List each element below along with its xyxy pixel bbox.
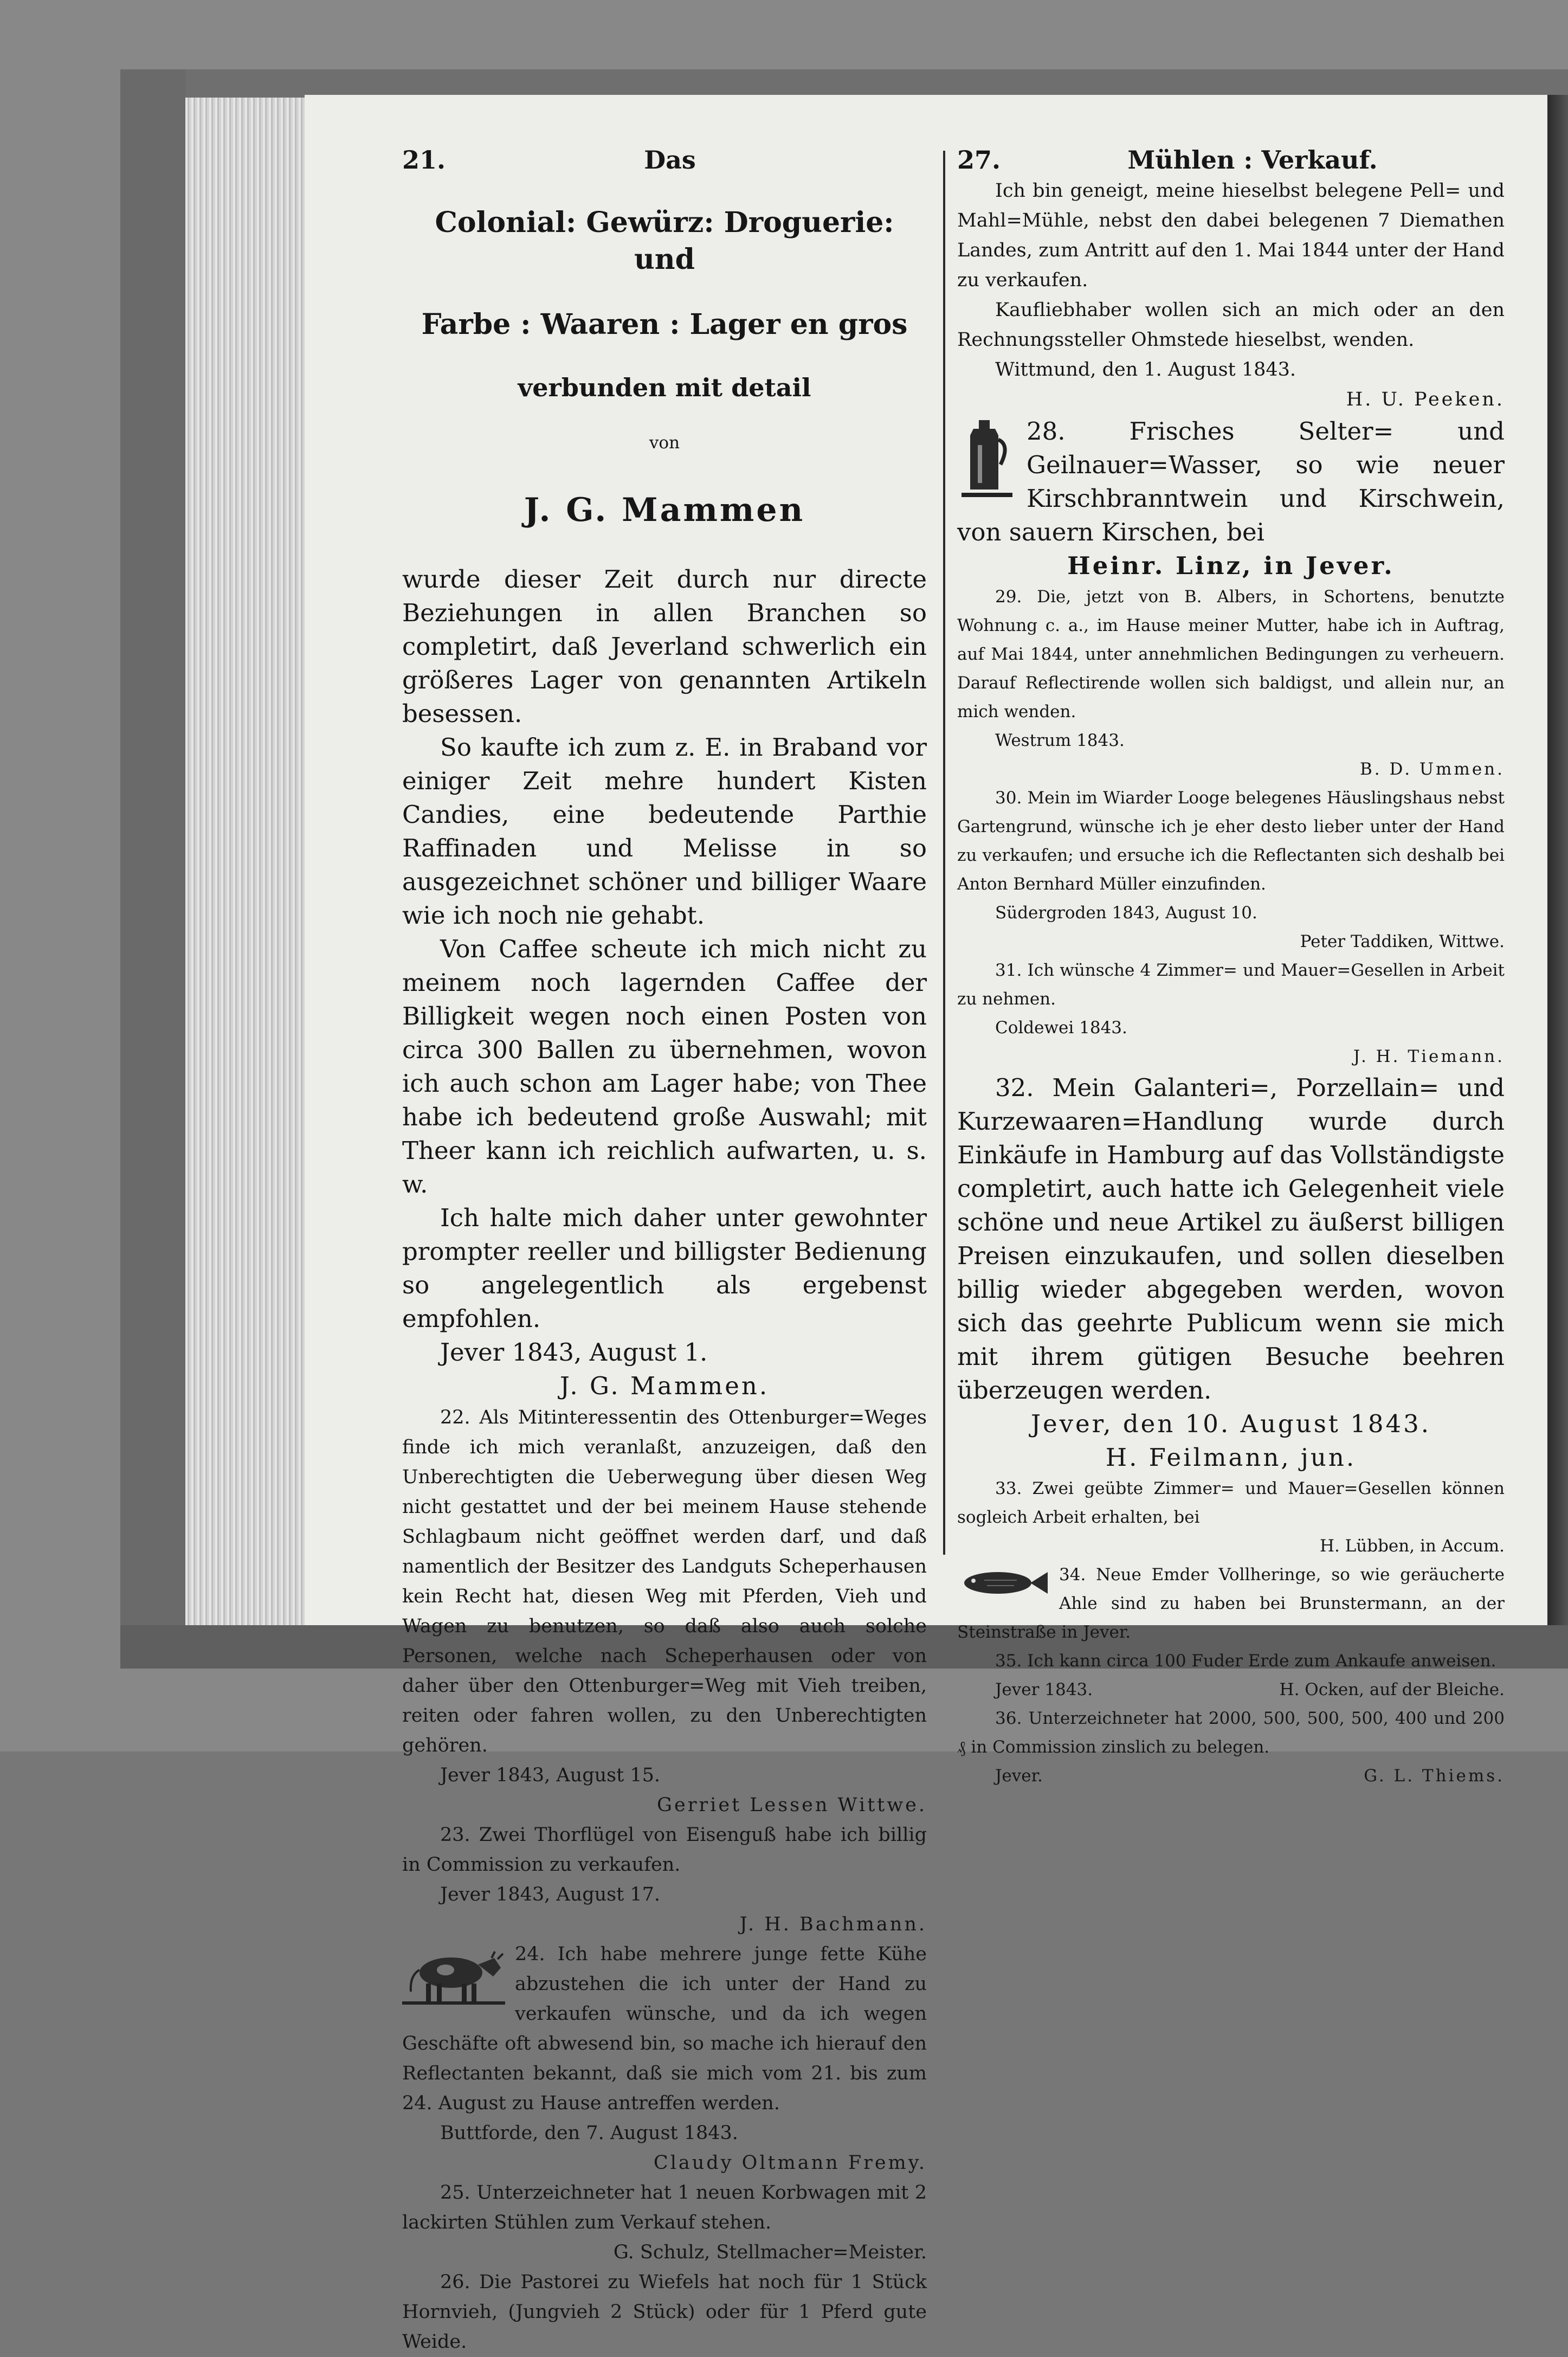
ad-36: [957, 1704, 1505, 1791]
ad-text: 29. Die, jetzt von B. Albers, in Schortens, benutzte Wohnung c. a., im Hause meiner Mutter, habe ich in Auftrag, auf Mai 1844, unter annehmlichen Bedingungen zu verheuern. Darauf Reflectirende wollen sich baldigst, und allein nur, an mich wenden.: [957, 587, 1505, 722]
ad-signature: B. D. Ummen.: [1359, 759, 1505, 779]
ad-text: 22. Als Mitinteressentin des Ottenburger=Weges finde ich mich veranlaßt, anzuzeigen, daß den Unberechtigten die Ueberwegung über diesen Weg nicht gestattet und der bei meinem Hause stehende Schlagbaum nicht geöffnet werden darf, und daß namentlich der Besitzer des Landguts Scheperhausen kein Recht hat, diesen Weg mit Pferden, Vieh und Wagen zu benutzen, so daß also auch solche Personen, welche nach Scheperhausen oder von daher über den Ottenburger=Weg mit Vieh treiben, reiten oder fahren wollen, zu den Unberechtigten gehören.: [402, 1407, 927, 1756]
ad-heading-line: von: [649, 433, 680, 453]
ad-signature: J. H. Tiemann.: [1353, 1047, 1505, 1066]
ad-number: 27.: [957, 145, 1001, 175]
ad-paragraph: Von Caffee scheute ich mich nicht zu meinem noch lagernden Caffee der Billigkeit wegen noch einen Posten von circa 300 Ballen zu übernehmen, wovon ich auch schon am Lager habe; von Thee habe ich bedeutend große Auswahl; mit Theer kann ich reichlich aufwarten, u. s. w.: [402, 935, 927, 1199]
ad-place-date: Jever 1843.: [995, 1680, 1093, 1699]
ad-22: [402, 1403, 927, 1820]
ad-signature: Claudy Oltmann Fremy.: [653, 2152, 927, 2174]
ad-text: 23. Zwei Thorflügel von Eisenguß habe ich billig in Commission zu verkaufen.: [402, 1824, 927, 1876]
ad-heading-line: Das: [644, 145, 696, 175]
ad-text: Kaufliebhaber wollen sich an mich oder an den Rechnungssteller Ohmstede hieselbst, wenden.: [957, 299, 1505, 351]
ad-32: [957, 1071, 1505, 1474]
ad-text: 32. Mein Galanteri=, Porzellain= und Kurzewaaren=Handlung wurde durch Einkäufe in Hamburg auf das Vollständigste completirt, auch hatte ich Gelegenheit viele schöne und neue Artikel zu äußerst billigen Preisen einzukaufen, und sollen dieselben billig wieder abgegeben werden, wovon sich das geehrte Publicum wenn sie mich mit ihrem gütigen Besuche beehren überzeugen werden.: [957, 1073, 1505, 1405]
merchant-name: J. G. Mammen: [524, 491, 805, 529]
ad-35-footer: [957, 1676, 1505, 1704]
ad-signature: Heinr. Linz, in Jever.: [1067, 551, 1395, 580]
ad-paragraph: Ich halte mich daher unter gewohnter prompter reeller und billigster Bedienung so angelegentlich als ergebenst empfohlen.: [402, 1203, 927, 1333]
ad-signature: Gerriet Lessen Wittwe.: [657, 1794, 927, 1816]
ad-place-date: Jever 1843, August 17.: [440, 1884, 660, 1905]
ad-text: 34. Neue Emder Vollheringe, so wie geräucherte Ahle sind zu haben bei Brunstermann, an der Steinstraße in Jever.: [957, 1565, 1505, 1642]
ad-heading-line: verbunden mit detail: [518, 373, 811, 402]
ad-27-heading-row: [957, 144, 1505, 176]
ad-heading-line: Farbe : Waaren : Lager en gros: [421, 308, 908, 341]
ad-place-date: Jever 1843, August 15.: [440, 1764, 660, 1786]
ad-26: [402, 2268, 927, 2357]
ad-text: 30. Mein im Wiarder Looge belegenes Häuslingshaus nebst Gartengrund, wünsche ich je eher desto lieber unter der Hand zu verkaufen; und ersuche ich die Reflectanten sich deshalb bei Anton Bernhard Müller einzufinden.: [957, 788, 1505, 894]
ad-paragraph: So kaufte ich zum z. E. in Braband vor einiger Zeit mehre hundert Kisten Candies, eine bedeutende Parthie Raffinaden und Melisse in so ausgezeichnet schöner und billiger Waare wie ich noch nie gehabt.: [402, 733, 927, 930]
ad-29: [957, 583, 1505, 784]
ad-place-date: Coldewei 1843.: [995, 1018, 1127, 1038]
ad-36-footer: [957, 1762, 1505, 1791]
ad-place-date: Jever 1843, August 1.: [440, 1338, 708, 1367]
ad-21: [402, 144, 927, 1403]
ad-signature: J. G. Mammen.: [559, 1371, 770, 1400]
ad-text: 31. Ich wünsche 4 Zimmer= und Mauer=Gesellen in Arbeit zu nehmen.: [957, 961, 1505, 1009]
ad-24: [402, 1940, 927, 2178]
jug-icon: [957, 418, 1017, 508]
ad-25: [402, 2178, 927, 2268]
ad-signature: G. Schulz, Stellmacher=Meister.: [613, 2242, 927, 2263]
ad-signature: Peter Taddiken, Wittwe.: [1300, 932, 1505, 951]
ad-text: 24. Ich habe mehrere junge fette Kühe abzustehen die ich unter der Hand zu verkaufen wünsche, und da ich wegen Geschäfte oft abwesend bin, so mache ich hierauf den Reflectanten bekannt, daß sie mich vom 21. bis zum 24. August zu Hause antreffen werden.: [402, 1943, 927, 2114]
ad-place-date: Jever.: [995, 1766, 1043, 1786]
ad-text: 26. Die Pastorei zu Wiefels hat noch für 1 Stück Hornvieh, (Jungvieh 2 Stück) oder für 1 Pferd gute Weide.: [402, 2271, 927, 2353]
fish-icon: [957, 1564, 1049, 1611]
ad-signature: H. U. Peeken.: [1346, 389, 1505, 410]
ad-signature: H. Feilmann, jun.: [1105, 1443, 1357, 1472]
right-column: [957, 144, 1505, 1791]
ad-signature: H. Lübben, in Accum.: [1319, 1536, 1505, 1556]
cow-icon: [402, 1943, 505, 2017]
ad-signature: G. L. Thiems.: [1364, 1766, 1505, 1786]
ad-text: 28. Frisches Selter= und Geilnauer=Wasser, so wie neuer Kirschbranntwein und Kirschwein, von sauern Kirschen, bei: [957, 417, 1505, 546]
ad-text: 25. Unterzeichneter hat 1 neuen Korbwagen mit 2 lackirten Stühlen zum Verkauf stehen.: [402, 2182, 927, 2233]
ad-heading-line: Colonial: Gewürz: Droguerie: und: [435, 206, 894, 276]
ad-text: 36. Unterzeichneter hat 2000, 500, 500, 500, 400 und 200 ₰ in Commission zinslich zu belegen.: [957, 1709, 1505, 1757]
ad-28: [957, 415, 1505, 583]
ad-34: [957, 1561, 1505, 1647]
ad-signature: H. Ocken, auf der Bleiche.: [1279, 1680, 1505, 1699]
ad-title: Mühlen : Verkauf.: [1127, 145, 1378, 175]
ad-35: [957, 1647, 1505, 1704]
left-column: [402, 144, 927, 2357]
ad-place-date: Buttforde, den 7. August 1843.: [440, 2122, 738, 2144]
ad-signature: J. H. Bachmann.: [739, 1914, 927, 1935]
ad-place-date: Westrum 1843.: [995, 731, 1125, 750]
ad-text: 35. Ich kann circa 100 Fuder Erde zum Ankaufe anweisen.: [995, 1651, 1496, 1671]
ad-text: Ich bin geneigt, meine hieselbst belegene Pell= und Mahl=Mühle, nebst den dabei belegenen 7 Diemathen Landes, zum Antritt auf den 1. Mai 1844 unter der Hand zu verkaufen.: [957, 180, 1505, 291]
ad-27: [957, 144, 1505, 415]
ad-33: [957, 1474, 1505, 1561]
ad-text: 33. Zwei geübte Zimmer= und Mauer=Gesellen können sogleich Arbeit erhalten, bei: [957, 1479, 1505, 1527]
ad-30: [957, 784, 1505, 956]
ad-place-date: Jever, den 10. August 1843.: [1030, 1409, 1431, 1438]
book-cover-left: [120, 69, 185, 1625]
book-gutter: [1547, 95, 1568, 1625]
ad-23: [402, 1820, 927, 1940]
ad-place-date: Südergroden 1843, August 10.: [995, 903, 1257, 923]
ad-place-date: Wittmund, den 1. August 1843.: [995, 359, 1296, 381]
ad-21-heading-row: [402, 144, 927, 176]
ad-paragraph: wurde dieser Zeit durch nur directe Beziehungen in allen Branchen so completirt, daß Jeverland schwerlich ein größeres Lager von genannten Artikeln besessen.: [402, 565, 927, 728]
ad-number: 21.: [402, 145, 446, 175]
column-divider: [943, 151, 945, 1555]
ad-31: [957, 956, 1505, 1071]
page-edges: [185, 98, 305, 1625]
